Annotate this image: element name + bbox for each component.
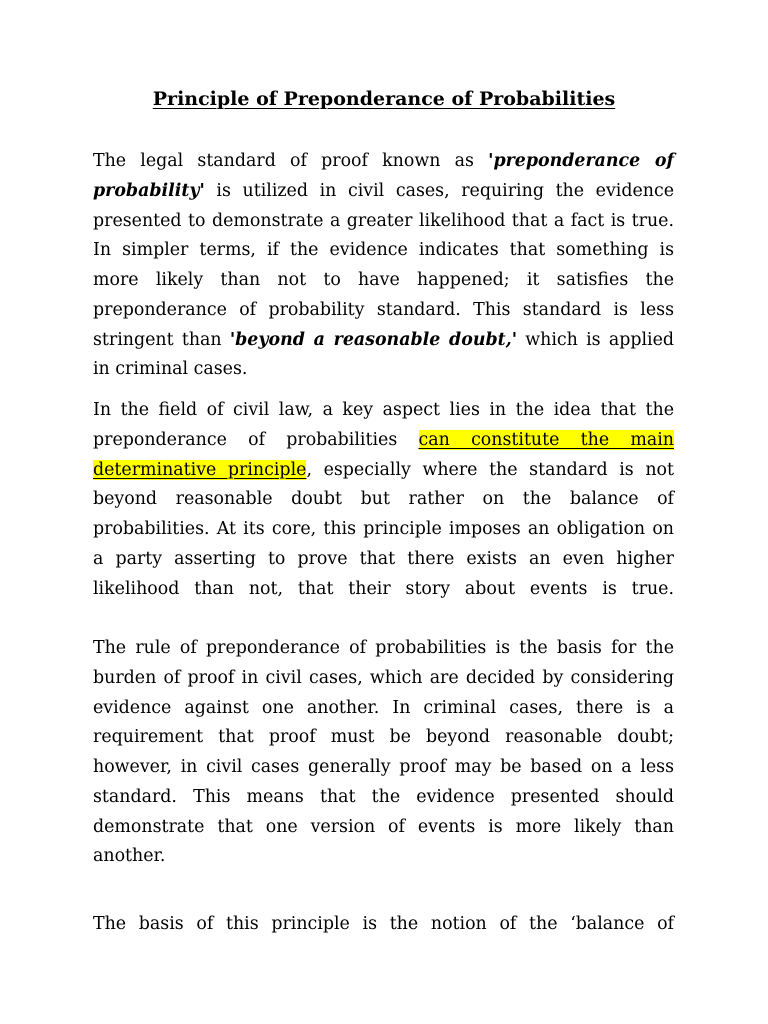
paragraph-1-quote-open: ' (488, 151, 494, 171)
paragraph-1-quote-close: ' (199, 180, 205, 201)
paragraph-2-text-a: In the field of civil law, a key aspect lies in the idea that the preponderance of probabilities (93, 400, 674, 450)
paragraph-4: The basis of this principle is the notion of the ‘balance of (93, 914, 674, 934)
highlighted-phrase: can constitute the main determinative principle (93, 429, 674, 480)
paragraph-1-text-b: is utilized in civil cases, requiring the evidence presented to demonstrate a greater likelihood that a fact is true. In simpler terms, if the evidence indicates that something is more likely than not to have happened; it satisfies the preponderance of probability standard. This standard is less stringent than (93, 180, 674, 350)
paragraph-1 (93, 147, 674, 385)
paragraph-1-text-a: The legal standard of proof known as (93, 151, 489, 171)
document-title: Principle of Preponderance of Probabilities (152, 88, 616, 110)
paragraph-2 (93, 396, 674, 604)
paragraph-1-text-c: which is applied in criminal cases. (93, 329, 675, 380)
paragraph-2-text-b: , especially where the standard is not beyond reasonable doubt but rather on the balance of probabilities. At its core, this principle imposes an obligation on a party asserting to prove that there exists an even higher likelihood than not, that their story about events is true. (93, 459, 674, 599)
paragraph-3: The rule of preponderance of probabilities is the basis for the burden of proof in civil cases, which are decided by considering evidence against one another. In criminal cases, there is a requirement that proof must be beyond reasonable doubt; however, in civil cases generally proof may be based on a less standard. This means that the evidence presented should demonstrate that one version of events is more likely than another. (93, 638, 674, 867)
term-beyond-reasonable-doubt: 'beyond a reasonable doubt,' (229, 329, 518, 350)
term-preponderance-of-probability: preponderance of probability (93, 151, 674, 201)
